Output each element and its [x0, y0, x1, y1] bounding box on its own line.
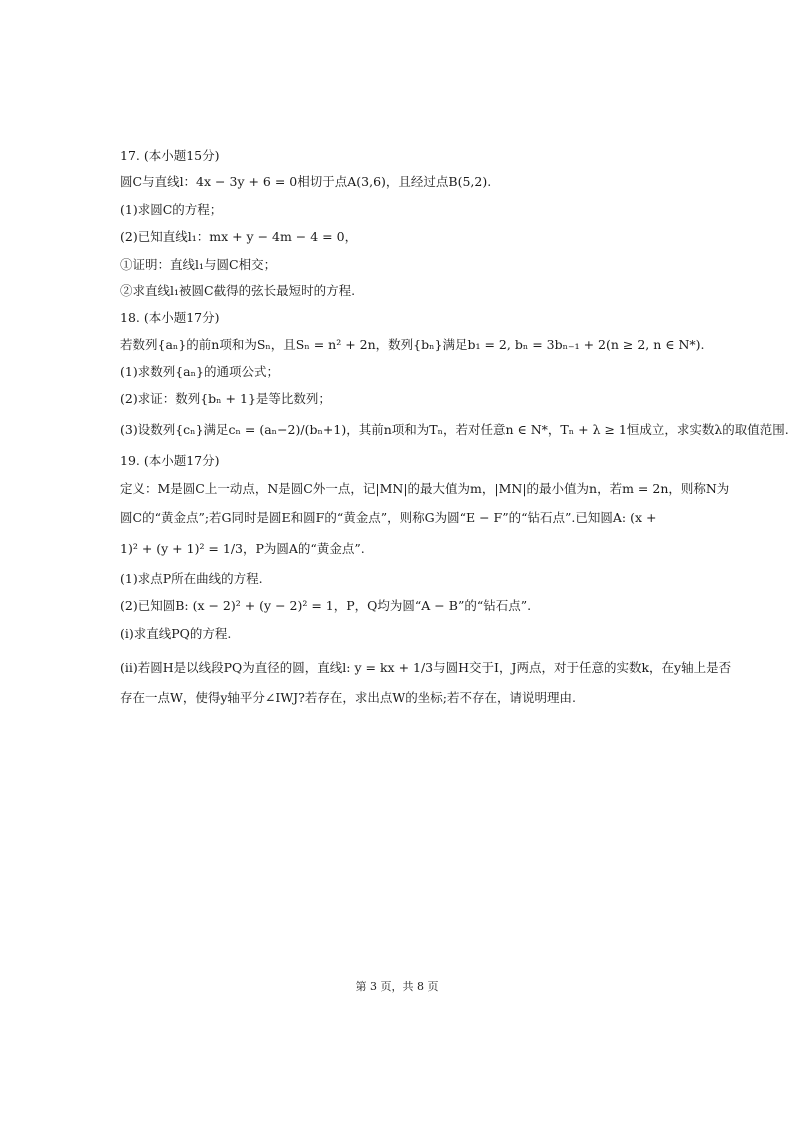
- q19-part2ii-line2: 存在一点W，使得y轴平分∠IWJ?若存在，求出点W的坐标;若不存在，请说明理由.: [120, 690, 576, 705]
- q19-part1: (1)求点P所在曲线的方程.: [120, 571, 263, 586]
- q19-part2: (2)已知圆B: (x − 2)² + (y − 2)² = 1，P，Q均为圆“A − B”的“钻石点”.: [120, 598, 532, 613]
- q17-part2b: ②求直线l₁被圆C截得的弦长最短时的方程.: [120, 283, 356, 298]
- q19-definition-line3: 1)² + (y + 1)² = 1/3，P为圆A的“黄金点”.: [120, 541, 365, 556]
- q17-part2: (2)已知直线l₁：mx + y − 4m − 4 = 0，: [120, 229, 358, 244]
- q18-part3: (3)设数列{cₙ}满足cₙ = (aₙ−2)/(bₙ+1)，其前n项和为Tₙ，若对任意n ∈ N*，Tₙ + λ ≥ 1恒成立，求实数λ的取值范围.: [120, 422, 789, 437]
- q18-part2: (2)求证：数列{bₙ + 1}是等比数列；: [120, 391, 331, 406]
- q19-part2ii-line1: (ii)若圆H是以线段PQ为直径的圆，直线l: y = kx + 1/3与圆H交于I，J两点，对于任意的实数k，在y轴上是否: [120, 660, 732, 675]
- page-footer: 第 3 页，共 8 页: [355, 980, 439, 993]
- q17-part1: (1)求圆C的方程；: [120, 202, 223, 217]
- q18-part1: (1)求数列{aₙ}的通项公式；: [120, 364, 279, 379]
- q19-definition-line2: 圆C的“黄金点”;若G同时是圆E和圆F的“黄金点”，则称G为圆“E − F”的“钻石点”.已知圆A: (x +: [120, 510, 657, 525]
- q19-title: 19. (本小题17分): [120, 453, 220, 468]
- q19-part2i: (i)求直线PQ的方程.: [120, 626, 232, 641]
- q18-stem: 若数列{aₙ}的前n项和为Sₙ，且Sₙ = n² + 2n，数列{bₙ}满足b₁ = 2, bₙ = 3bₙ₋₁ + 2(n ≥ 2, n ∈ N*).: [120, 337, 705, 352]
- q17-title: 17. (本小题15分): [120, 148, 220, 163]
- q17-part2a: ①证明：直线l₁与圆C相交；: [120, 257, 277, 272]
- q17-stem: 圆C与直线l：4x − 3y + 6 = 0相切于点A(3,6)，且经过点B(5,2).: [120, 174, 492, 189]
- q18-title: 18. (本小题17分): [120, 310, 220, 325]
- q19-definition-line1: 定义：M是圆C上一动点，N是圆C外一点，记|MN|的最大值为m，|MN|的最小值为n，若m = 2n，则称N为: [120, 481, 730, 496]
